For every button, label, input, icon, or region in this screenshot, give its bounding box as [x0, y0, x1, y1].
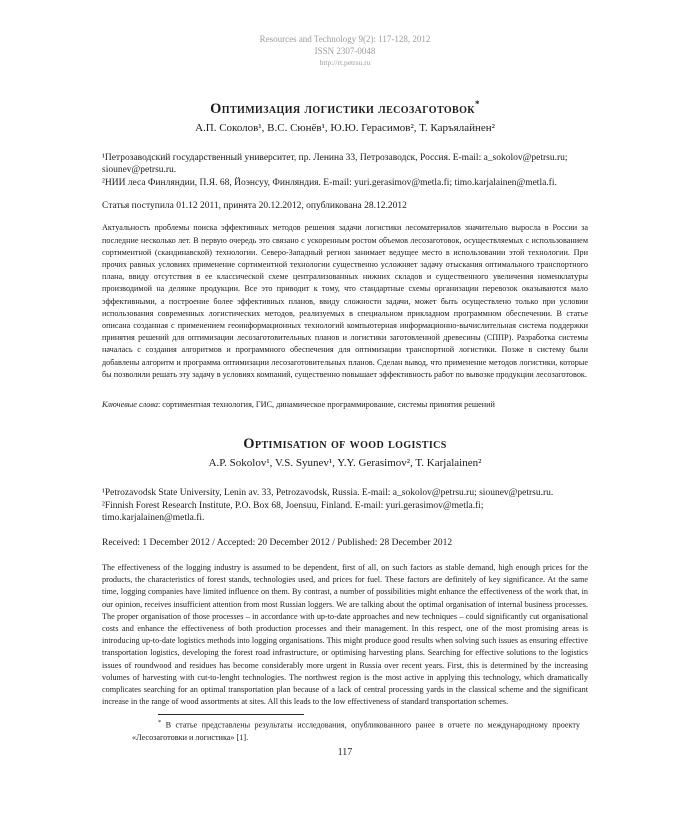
footnote-marker: *	[158, 719, 162, 727]
footnote-separator-rule	[158, 714, 304, 715]
russian-title-text: Оптимизация логистики лесозаготовок	[210, 100, 475, 117]
russian-dates-line: Статья поступила 01.12 2011, принята 20.12.2012, опубликована 28.12.2012	[102, 201, 407, 212]
english-affiliation-1: ¹Petrozavodsk State University, Lenin av. 33, Petrozavodsk, Russia. E-mail: a_sokolov@petrsu.ru; siounev@petrsu.ru.	[102, 488, 554, 499]
title-footnote-marker: *	[474, 99, 480, 109]
journal-url: http://rt.petrsu.ru	[319, 58, 371, 67]
russian-title-block	[102, 95, 588, 136]
title-footnote	[132, 717, 580, 744]
russian-affiliation-2: ²НИИ леса Финляндии, П.Я. 68, Йоэнсуу, Финляндия. E-mail: yuri.gerasimov@metla.fi; timo.karjalainen@metla.fi.	[102, 177, 557, 188]
english-authors: A.P. Sokolov¹, V.S. Syunev¹, Y.Y. Gerasimov², T. Karjalainen²	[208, 457, 482, 470]
russian-abstract: Актуальность проблемы поиска эффективных методов решения задачи логистики лесоматериалов значительно выросла в России за последние несколько лет. В первую очередь это связано с ускоренным ростом объемов лесозаготовок, осуществляемых с использованием сортиментной (скандинавской) технологии. Северо-Западный регион занимает ведущее место в использовании этой технологии. При прочих равных условиях применение сортиментной технологии существенно усложняет задачу отыскания оптимального транспортного плана, ввиду отсутствия в ее классической схеме централизованных нижних складов и существенного увеличения номенклатуры производимой на делянке продукции. Все это приводит к тому, что стандартные схемы организации перевозок оказываются мало эффективными, а построение более эффективных планов, ввиду сложности задачи, может быть осуществлено только при условии использования современных логистических методов, реализуемых в специальном прикладном программном обеспечении. В статье описана созданная с применением геоинформационных технологий компьютерная информационно-вычислительная система поддержки принятия решений для оптимизации лесозаготовительных планов и логистики заготовленной древесины (СППР). Разработка системы началась с создания алгоритмов и программного обеспечения для оптимизации транспортной логистики. Позже в систему были добавлены алгоритм и программа оптимизации лесозаготовительных планов. Сделан вывод, что применение методов логистики, которые бы позволили решать эту задачу в условиях компаний, существенно повышает эффективность работ по вывозке продукции лесозаготовок.	[102, 223, 588, 379]
russian-keywords	[102, 399, 588, 411]
journal-header	[102, 33, 588, 68]
russian-affiliation-1: ¹Петрозаводский государственный университет, пр. Ленина 33, Петрозаводск, Россия. E-mail: a_sokolov@petrsu.ru; siounev@petrsu.ru.	[102, 152, 568, 176]
journal-citation: Resources and Technology 9(2): 117-128, 2012	[259, 34, 431, 44]
keywords-label: Ключевые слова	[102, 400, 158, 410]
russian-affiliations	[102, 152, 588, 189]
page-number: 117	[337, 746, 353, 758]
english-article-title: Optimisation of wood logistics	[243, 436, 447, 453]
russian-article-title	[102, 95, 588, 118]
footnote-text: В статье представлены результаты исследования, опубликованного ранее в отчете по международному проекту «Лесозаготовки и логистика» [1].	[132, 721, 580, 743]
english-dates-line: Received: 1 December 2012 / Accepted: 20 December 2012 / Published: 28 December 2012	[102, 537, 453, 548]
english-abstract: The effectiveness of the logging industry is assumed to be dependent, first of all, on such factors as stable demand, high enough prices for the products, the characteristics of forest stands, technologies used, and prices for fuel. These factors are definitely of key significance. At the same time, logging companies have limited influence on them. By contrast, a number of possibilities might enhance the effectiveness of the work that, in our opinion, receives insufficient attention from most Russian loggers. We are talking about the optimal organisation of internal business processes. The proper organisation of those processes – in accordance with up-to-date approaches and new techniques – could significantly cut organisational costs and enhance the effectiveness of both production processes and their management. In this respect, one of the most promising areas is introducing up-to-date logistics methods into logging organisations. This might produce good results when solving such issues as ensuring effective transportation logistics, developing the forest road infrastructure, or optimising harvesting plans. Searching for effective solutions to the logistics issues of roundwood and residues has become considerably more urgent in Russia over recent years. First, this is determined by the increasing volumes of harvesting with cut-to-lenght technologies. The northwest region is the most active in applying this technology, which dramatically complicates searching for an optimal transportation plan because of a lack of central processing yards in the classical scheme and the significant increase in the range of wood assortments at sites. All this leads to the low effectiveness of standard transportation schemes.	[102, 562, 588, 707]
keywords-text: : сортиментная технология, ГИС, динамическое программирование, системы принятия решений	[157, 400, 495, 410]
english-affiliation-2: ²Finnish Forest Research Institute, P.O. Box 68, Joensuu, Finland. E-mail: yuri.gerasimov@metla.fi; timo.karjalainen@metla.fi.	[102, 500, 484, 524]
russian-authors: А.П. Соколов¹, В.С. Сюнёв¹, Ю.Ю. Герасимов², Т. Каръялайнен²	[195, 121, 495, 134]
english-title-block	[102, 435, 588, 471]
english-affiliations	[102, 487, 588, 524]
journal-issn: ISSN 2307-0048	[314, 46, 376, 56]
